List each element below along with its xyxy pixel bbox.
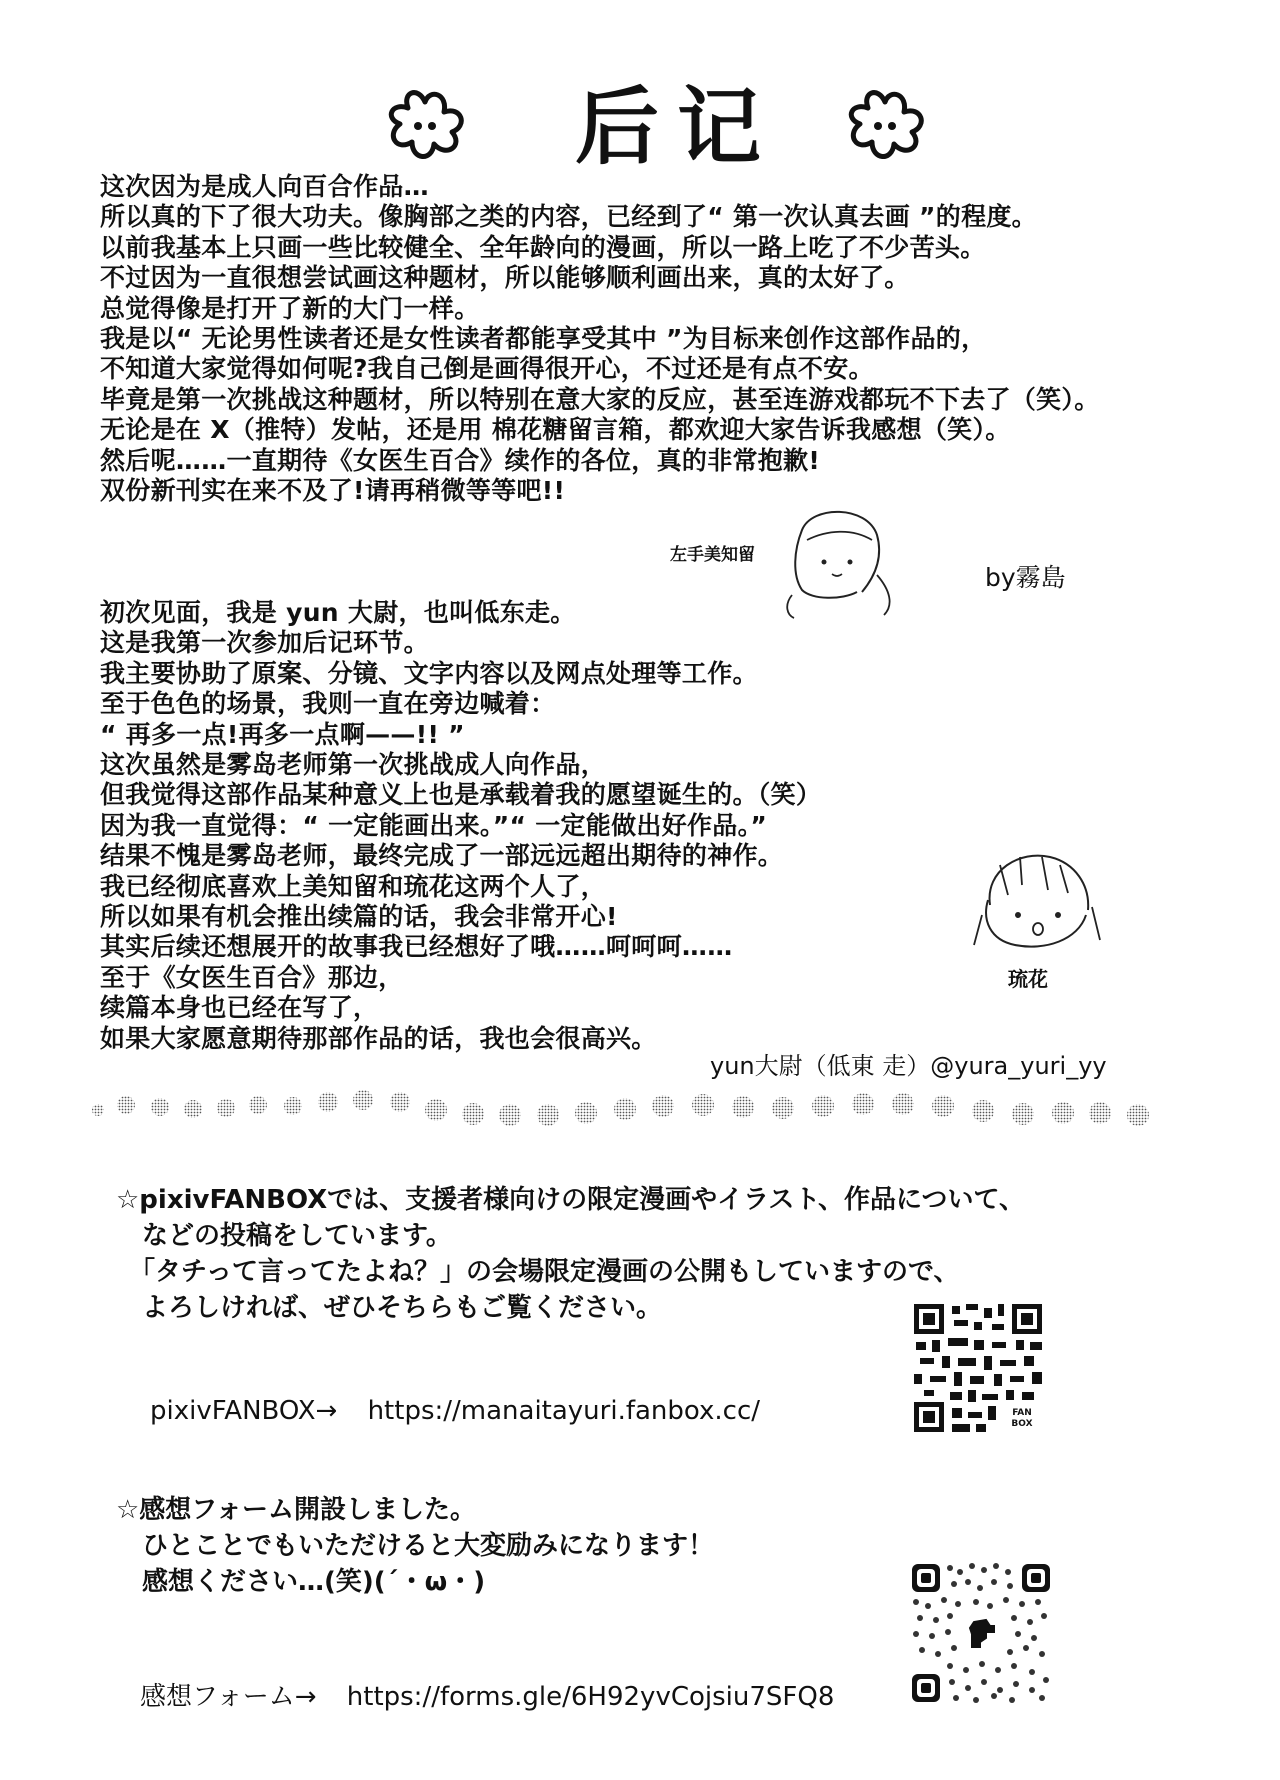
- form-link-row: [140, 1676, 834, 1713]
- flower-icon: [840, 84, 930, 174]
- text-line: 我已经彻底喜欢上美知留和琉花这两个人了，: [100, 871, 607, 901]
- text-line: 感想ください…(笑)(´・ω・): [116, 1567, 486, 1597]
- text-line: 至于色色的场景，我则一直在旁边喊着：: [100, 689, 556, 719]
- form-qr-code[interactable]: [910, 1562, 1052, 1704]
- form-link[interactable]: https://forms.gle/6H92yvCojsiu7SFQ8: [346, 1682, 835, 1712]
- girl-face-icon: [960, 845, 1110, 965]
- text-line: 如果大家愿意期待那部作品的话，我也会很高兴。: [100, 1023, 657, 1053]
- text-line: 然后呢……一直期待《女医生百合》续作的各位，真的非常抱歉!: [100, 445, 821, 475]
- text-line: よろしければ、ぜひそちらもご覧ください。: [116, 1293, 663, 1323]
- signature-yun: yun大尉（低東 走）@yura_yuri_yy: [710, 1052, 1107, 1080]
- fanbox-badge: BOX: [1011, 1419, 1033, 1429]
- text-line: 因为我一直觉得：“ 一定能画出来。”“ 一定能做出好作品。”: [100, 810, 768, 840]
- text-line: ☆感想フォーム開設しました。: [116, 1495, 477, 1525]
- text-line: 这次虽然是雾岛老师第一次挑战成人向作品，: [100, 750, 607, 780]
- fanbox-link-label: pixivFANBOX→: [150, 1396, 338, 1426]
- fanbox-link-row: [150, 1396, 760, 1426]
- text-line: 毕竟是第一次挑战这种题材，所以特别在意大家的反应，甚至连游戏都玩不下去了（笑）。: [100, 384, 1100, 414]
- form-link-label: 感想フォーム→: [140, 1682, 317, 1712]
- doodle-caption: 琉花: [1008, 967, 1048, 991]
- afterword-section-1: [100, 172, 1100, 506]
- text-line: 至于《女医生百合》那边，: [100, 962, 404, 992]
- text-line: 其实后续还想展开的故事我已经想好了哦……呵呵呵……: [100, 932, 733, 962]
- text-line: 这是我第一次参加后记环节。: [100, 628, 429, 658]
- text-line: 不过因为一直很想尝试画这种题材，所以能够顺利画出来，真的太好了。: [100, 263, 910, 293]
- text-line: 以前我基本上只画一些比较健全、全年龄向的漫画，所以一路上吃了不少苦头。: [100, 232, 986, 262]
- text-line: 我是以“ 无论男性读者还是女性读者都能享受其中 ”为目标来创作这部作品的，: [100, 324, 987, 354]
- text-line: 初次见面，我是 yun 大尉，也叫低东走。: [100, 598, 576, 627]
- page-title-area: [0, 72, 1280, 182]
- flower-icon: [380, 84, 470, 174]
- text-line: “ 再多一点!再多一点啊——!! ”: [100, 719, 465, 749]
- form-notice: [116, 1492, 714, 1600]
- fanbox-link[interactable]: https://manaitayuri.fanbox.cc/: [367, 1396, 761, 1426]
- text-line: 但我觉得这部作品某种意义上也是承载着我的愿望诞生的。（笑）: [100, 780, 822, 810]
- afterword-section-2: [100, 598, 821, 1054]
- text-line: 无论是在 X（推特）发帖，还是用 棉花糖留言箱，都欢迎大家告诉我感想（笑）。: [100, 415, 1011, 445]
- ruka-doodle: [960, 845, 1110, 995]
- text-line: 所以真的下了很大功夫。像胸部之类的内容，已经到了“ 第一次认真去画 ”的程度。: [100, 202, 1037, 232]
- text-line: 所以如果有机会推出续篇的话，我会非常开心!: [100, 902, 618, 932]
- fanbox-qr-code[interactable]: [912, 1302, 1044, 1434]
- fanbox-badge: FAN: [1012, 1408, 1032, 1418]
- text-line: などの投稿をしています。: [116, 1221, 452, 1251]
- text-line: 这次因为是成人向百合作品…: [100, 172, 429, 201]
- fanbox-notice: [116, 1182, 1025, 1326]
- text-line: ひとことでもいただけると大変励みになります！: [116, 1531, 715, 1561]
- text-line: 结果不愧是雾岛老师，最终完成了一部远远超出期待的神作。: [100, 841, 784, 871]
- text-line: 不知道大家觉得如何呢?我自己倒是画得很开心，不过还是有点不安。: [100, 354, 874, 384]
- text-line: 我主要协助了原案、分镜、文字内容以及网点处理等工作。: [100, 658, 758, 688]
- signature-kirishima: by霧島: [985, 563, 1066, 592]
- text-line: 总觉得像是打开了新的大门一样。: [100, 293, 480, 323]
- text-line: 「タチって言ってたよね？」の会場限定漫画の公開もしていますので、: [116, 1257, 960, 1287]
- page-title: 后记: [575, 78, 780, 176]
- text-line: ☆pixivFANBOXでは、支援者様向けの限定漫画やイラスト、作品について、: [116, 1185, 1026, 1215]
- text-line: 续篇本身也已经在写了，: [100, 993, 379, 1023]
- doodle-caption: 左手美知留: [670, 545, 755, 565]
- dotted-divider: [88, 1075, 1188, 1135]
- text-line: 双份新刊实在来不及了!请再稍微等等吧!!: [100, 476, 566, 506]
